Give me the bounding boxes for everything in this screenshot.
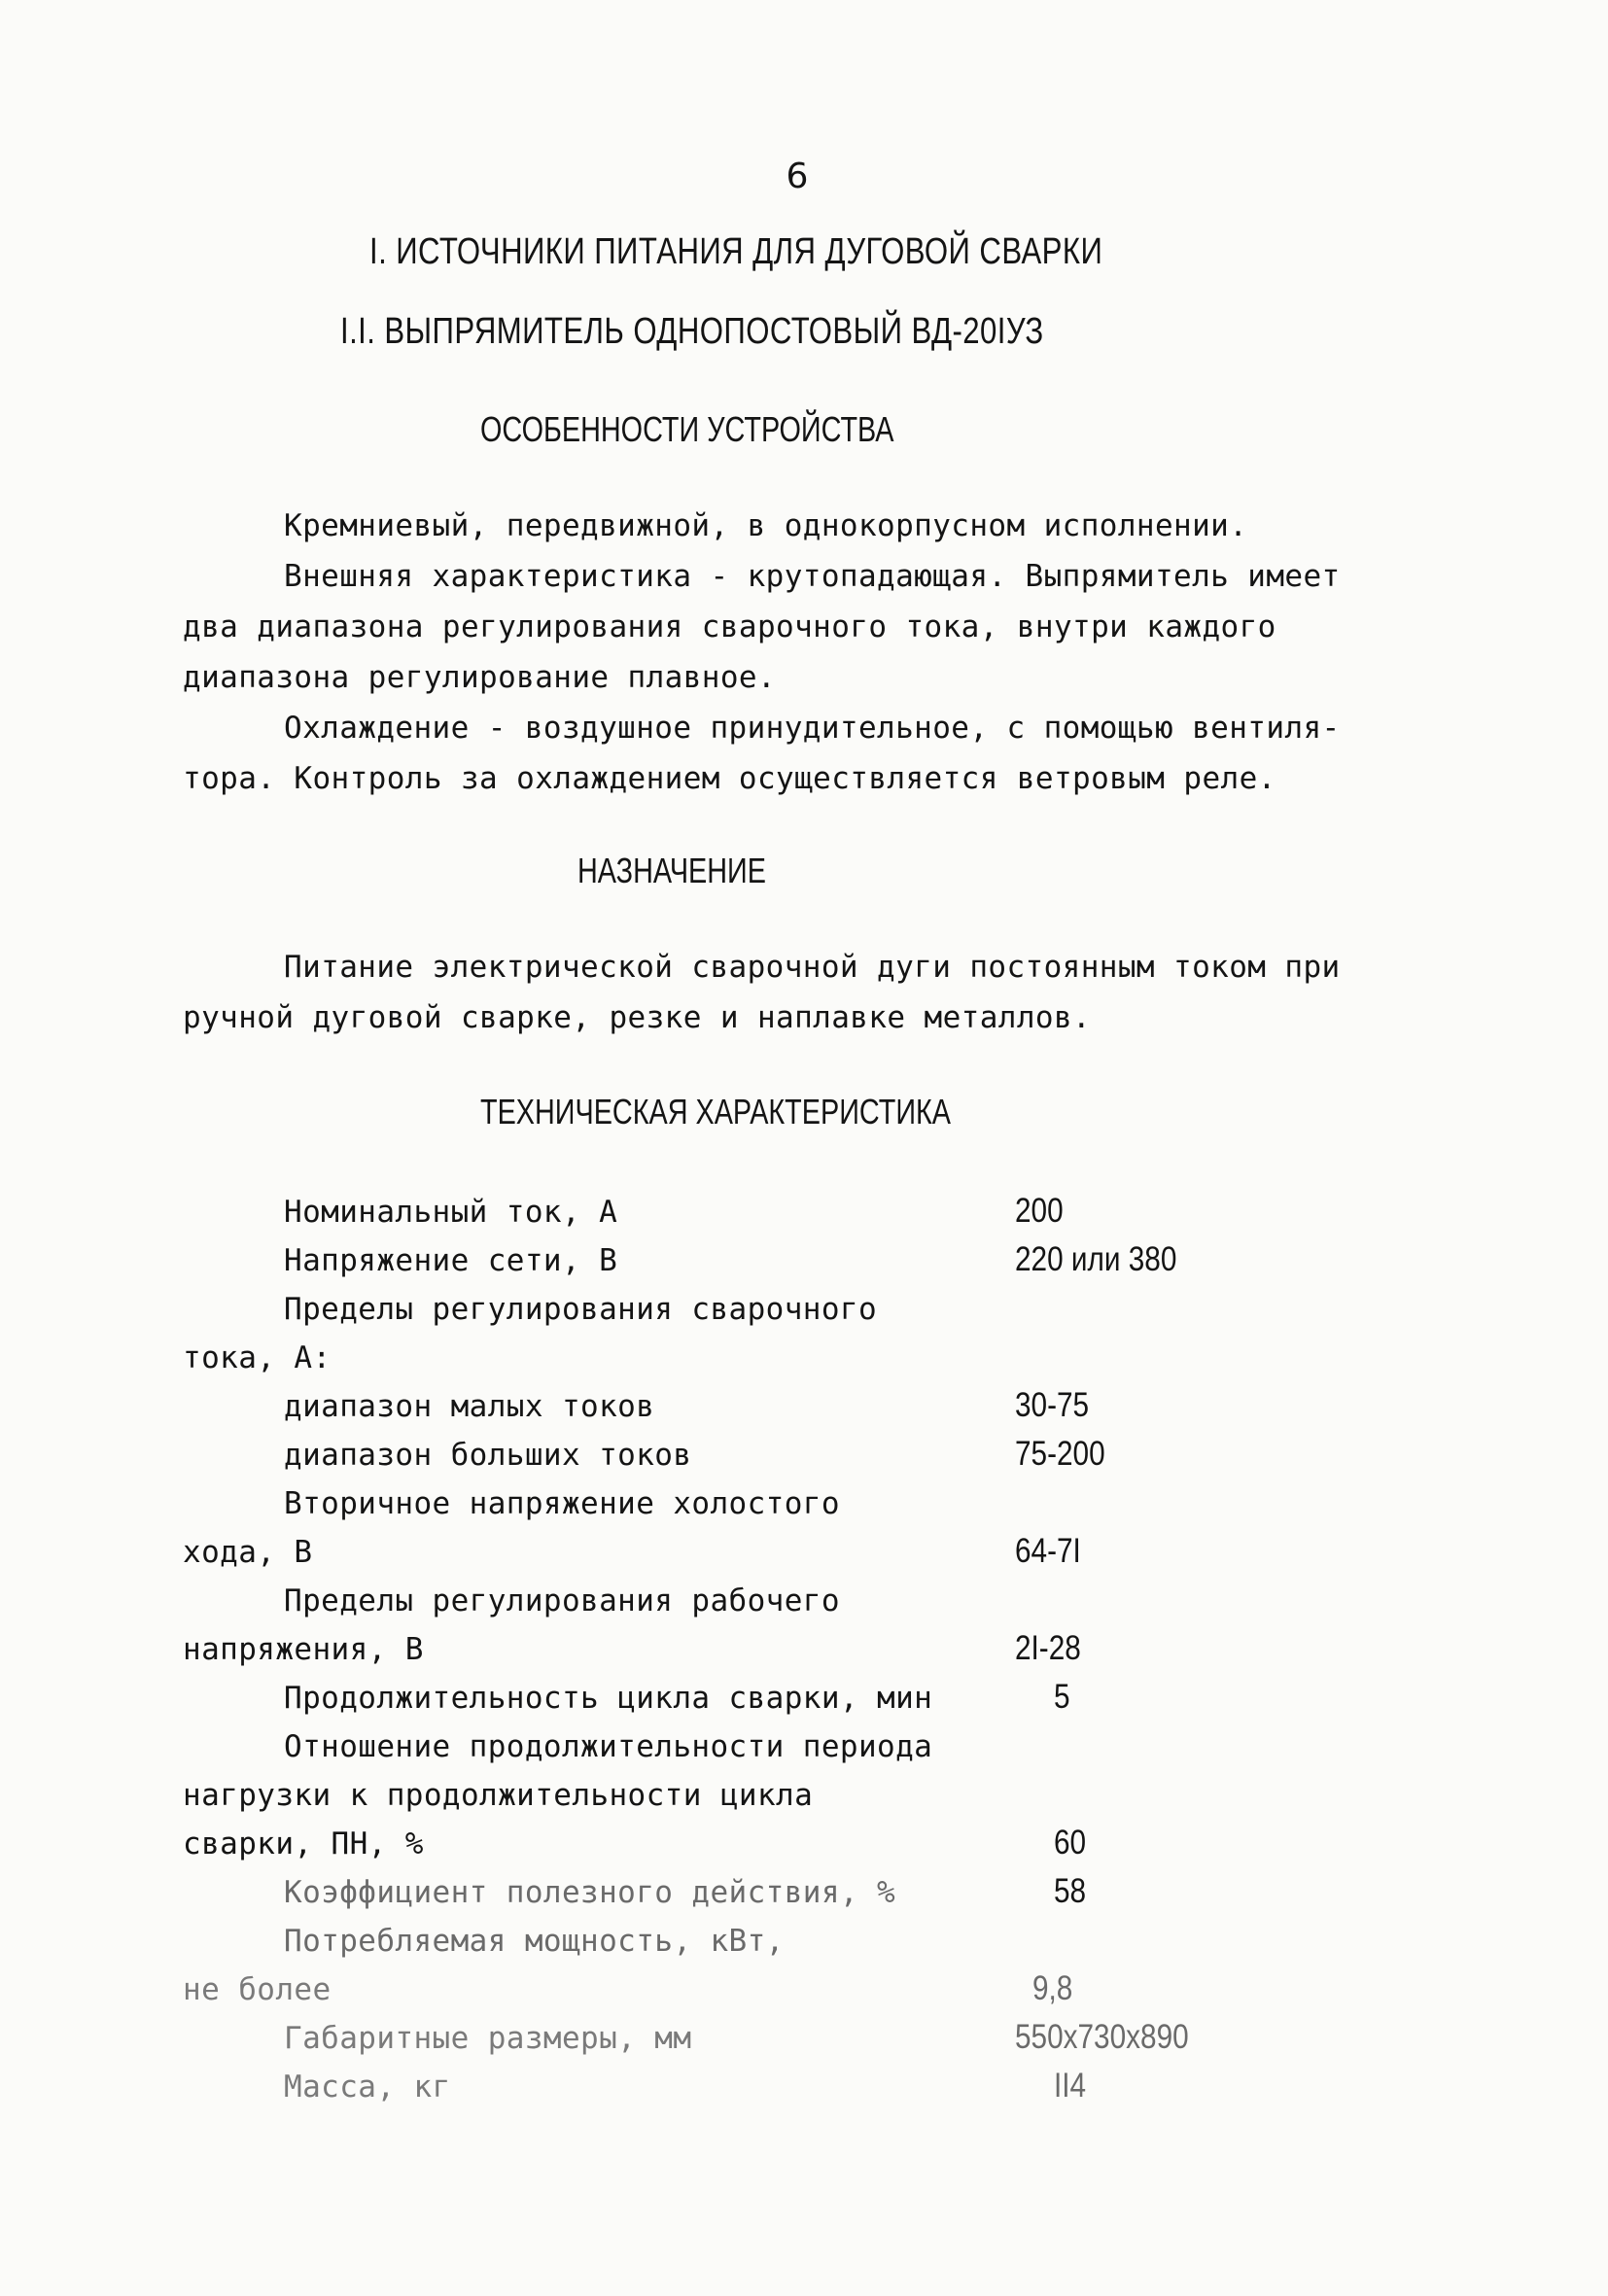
features-line: Внешняя характеристика - крутопадающая. Выпрямитель имеет [284,559,1341,594]
chapter-title: I. ИСТОЧНИКИ ПИТАНИЯ ДЛЯ ДУГОВОЙ СВАРКИ [369,231,1103,272]
spec-label: Коэффициент полезного действия, % [284,1875,896,1910]
spec-label: не более [183,1972,332,2007]
spec-label: напряжения, В [183,1632,424,1667]
spec-value: II4 [1054,2067,1087,2105]
spec-value: 75-200 [1015,1435,1105,1473]
spec-label: сварки, ПН, % [183,1826,424,1861]
features-line: два диапазона регулирования сварочного тока, внутри каждого [183,609,1276,644]
spec-label: Потребляемая мощность, кВт, [284,1924,785,1959]
features-line: тора. Контроль за охлаждением осуществляется ветровым реле. [183,761,1276,796]
spec-label: Напряжение сети, В [284,1243,618,1278]
spec-label: Габаритные размеры, мм [284,2021,692,2056]
spec-value: 58 [1054,1872,1087,1910]
spec-value: 64-7I [1015,1532,1081,1570]
spec-label: диапазон малых токов [284,1389,655,1424]
spec-label: нагрузки к продолжительности цикла [183,1778,814,1813]
page-number: 6 [786,157,809,196]
spec-label: Вторичное напряжение холостого [284,1486,840,1521]
spec-value: 30-75 [1015,1386,1090,1424]
spec-value: 5 [1054,1678,1070,1716]
purpose-line: Питание электрической сварочной дуги постоянным током при [284,950,1341,985]
spec-value: 220 или 380 [1015,1240,1177,1278]
spec-value: 550x730x890 [1015,2018,1189,2056]
spec-value: 200 [1015,1192,1064,1230]
specs-heading: ТЕХНИЧЕСКАЯ ХАРАКТЕРИСТИКА [480,1092,952,1131]
spec-label: тока, А: [183,1340,332,1375]
spec-label: хода, В [183,1535,313,1570]
spec-label: диапазон больших токов [284,1438,692,1473]
purpose-line: ручной дуговой сварке, резке и наплавке металлов. [183,1000,1092,1035]
features-line: диапазона регулирование плавное. [183,660,777,695]
spec-label: Отношение продолжительности периода [284,1729,933,1764]
spec-value: 9,8 [1032,1969,1073,2007]
spec-label: Пределы регулирования сварочного [284,1292,878,1327]
purpose-heading: НАЗНАЧЕНИЕ [577,851,766,890]
features-line: Охлаждение - воздушное принудительное, с помощью вентиля- [284,711,1341,746]
spec-label: Номинальный ток, А [284,1195,618,1230]
spec-value: 60 [1054,1824,1087,1861]
features-heading: ОСОБЕННОСТИ УСТРОЙСТВА [480,409,894,449]
spec-label: Масса, кг [284,2070,451,2105]
spec-value: 2I-28 [1015,1629,1081,1667]
spec-label: Продолжительность цикла сварки, мин [284,1681,933,1716]
features-line: Кремниевый, передвижной, в однокорпусном исполнении. [284,508,1248,543]
spec-label: Пределы регулирования рабочего [284,1583,840,1618]
section-title: I.I. ВЫПРЯМИТЕЛЬ ОДНОПОСТОВЫЙ ВД-20IУЗ [340,311,1044,352]
